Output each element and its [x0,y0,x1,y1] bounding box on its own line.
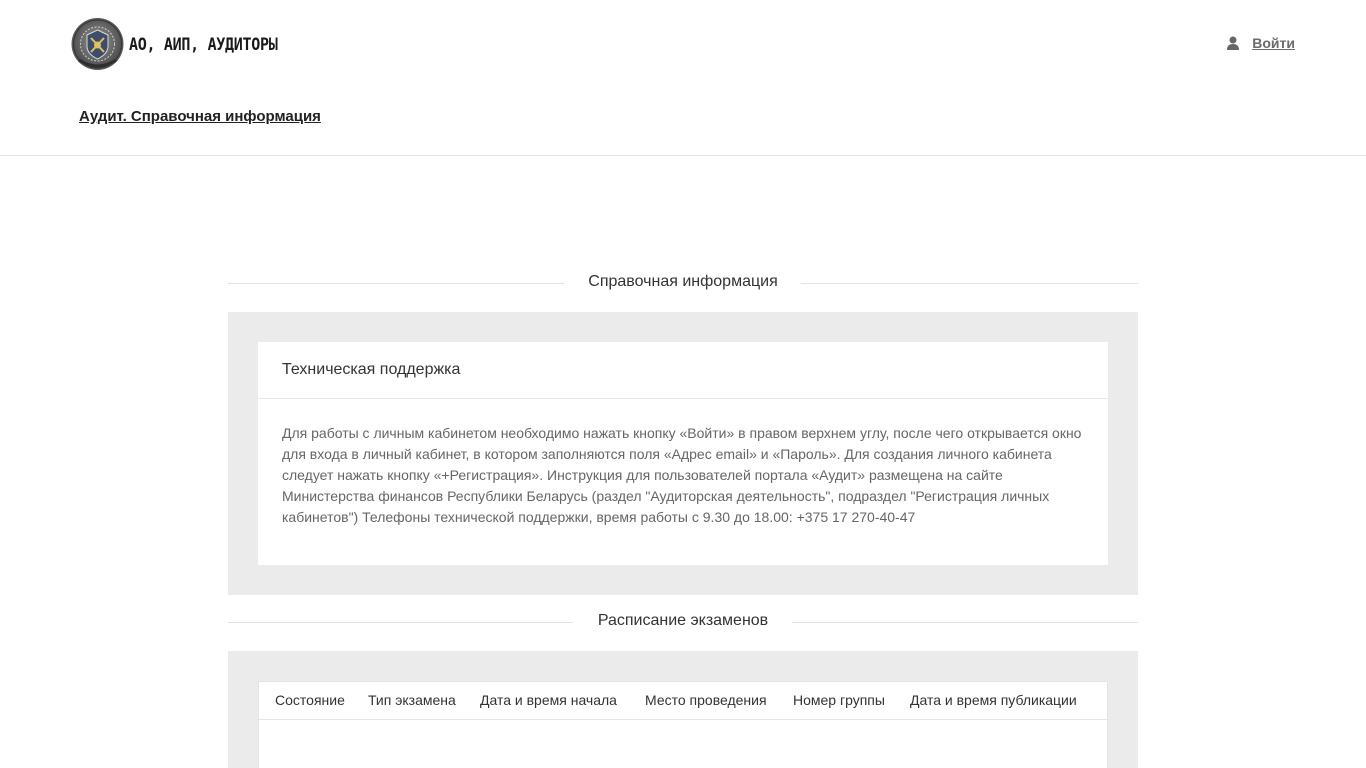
login-button[interactable]: Войти [1252,35,1295,51]
support-card-title: Техническая поддержка [258,342,1108,399]
site-header [0,0,1366,156]
user-icon [1227,36,1239,50]
schedule-table [258,681,1108,768]
info-block [228,312,1138,595]
logo-text: АО, АИП, АУДИТОРЫ [129,33,278,55]
table-header [259,682,1107,720]
divider-right [801,283,1138,284]
column-header-start-datetime[interactable]: Дата и время начала [480,692,617,708]
section-title-text: Расписание экзаменов [597,612,769,629]
column-header-publish-datetime[interactable]: Дата и время публикации [910,692,1077,708]
support-card-text: Для работы с личным кабинетом необходимо нажать кнопку «Войти» в правом верхнем углу, после чего открывается окно для входа в личный кабинет, в котором заполняются поля «Адрес email» и «Пароль». Для создания личного кабинета следует нажать кнопку «+Регистрация». Инструкция для пользователей портала «Аудит» размещена на сайте Министерства финансов Республики Беларусь (раздел "Аудиторская деятельность", подраздел "Регистрация личных кабинетов") Телефоны технической поддержки, время работы с 9.30 до 18.00: +375 17 270-40-47 [282,425,1082,525]
column-header-status[interactable]: Состояние [275,692,345,708]
column-header-exam-type[interactable]: Тип экзамена [368,692,456,708]
column-header-group-number[interactable]: Номер группы [793,692,885,708]
column-header-location[interactable]: Место проведения [645,692,767,708]
logo[interactable] [71,16,277,72]
section-title-text: Справочная информация [588,273,778,290]
schedule-block [228,651,1138,768]
seal-logo-icon [71,16,124,72]
section-title-schedule [228,612,1138,632]
portal-title-link[interactable]: Аудит. Справочная информация [79,108,321,125]
login-area[interactable] [1227,35,1295,51]
divider-right [792,622,1138,623]
section-title-info [228,273,1138,293]
support-card [258,342,1108,565]
